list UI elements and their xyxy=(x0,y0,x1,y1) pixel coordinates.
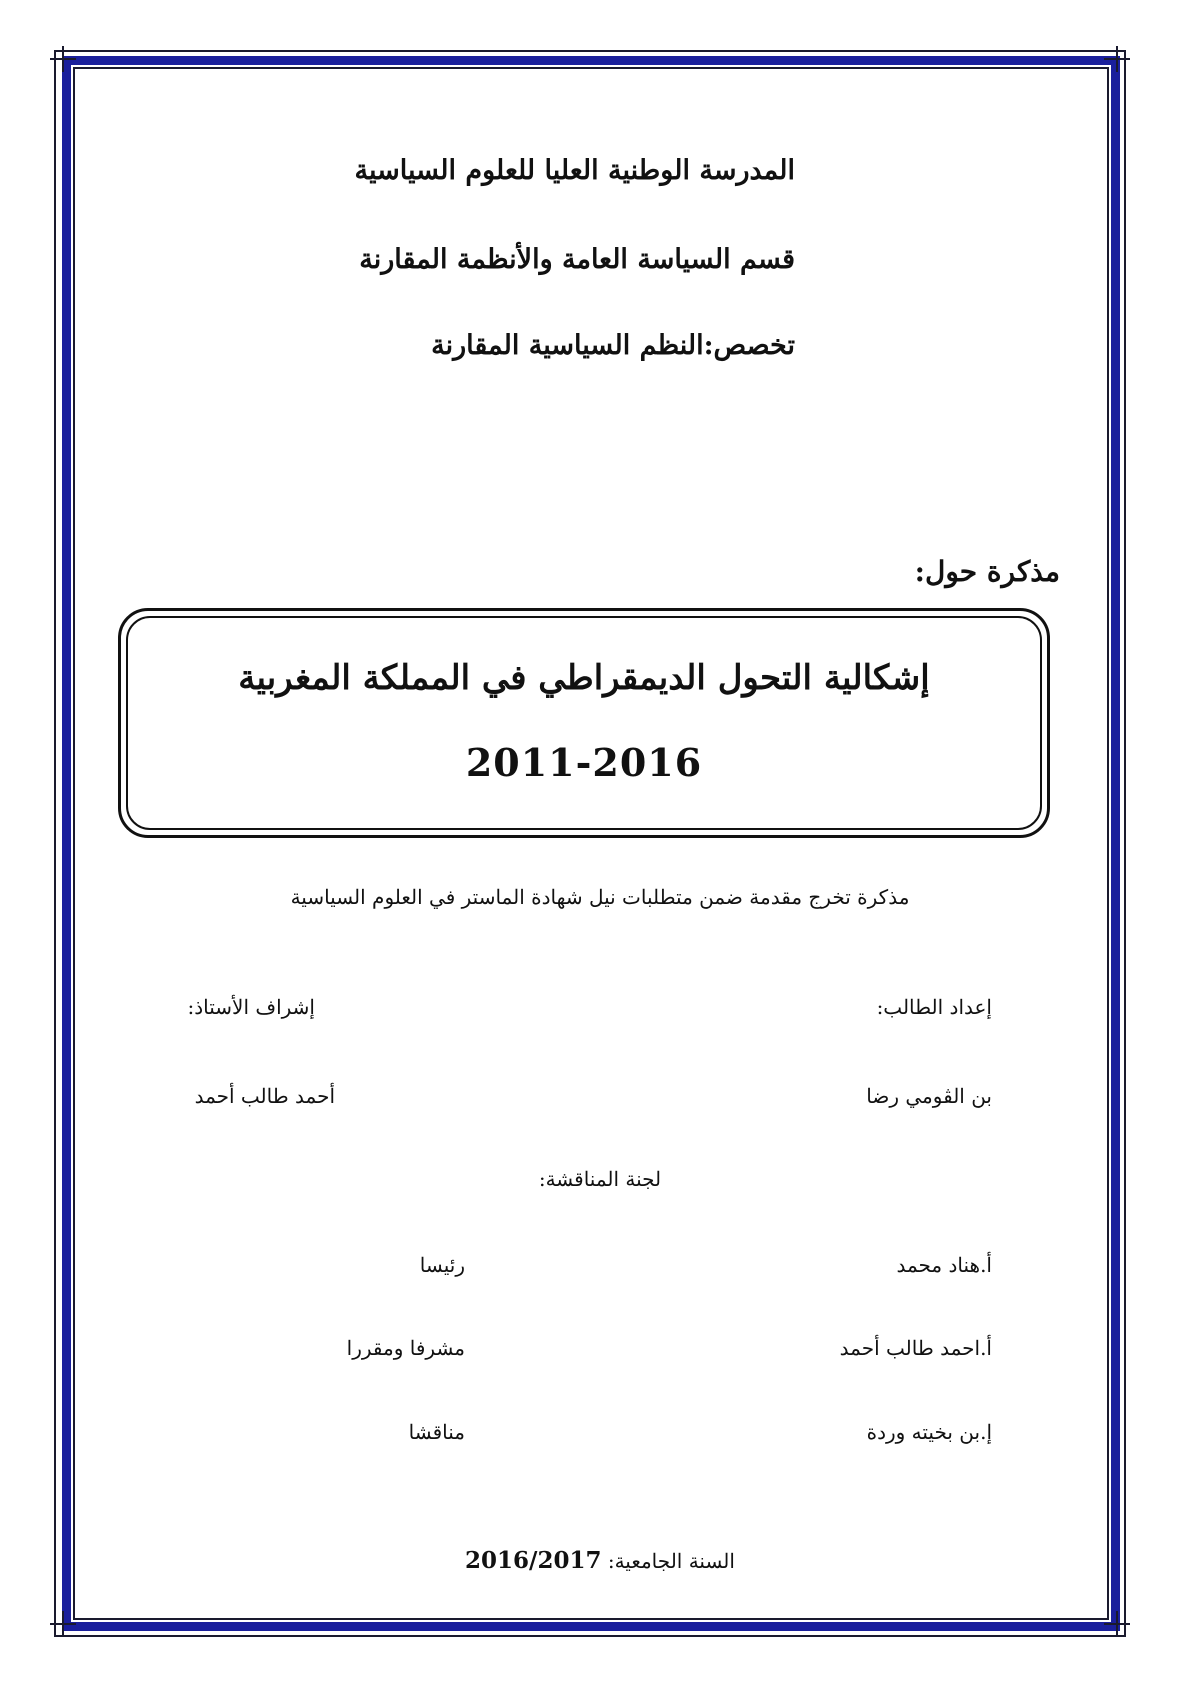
committee-member-role: مناقشا xyxy=(408,1420,465,1444)
supervisor-label: إشراف الأستاذ: xyxy=(187,995,315,1019)
school-name: المدرسة الوطنية العليا للعلوم السياسية xyxy=(354,155,795,186)
committee-member-name: إ.بن بخيته وردة xyxy=(866,1420,992,1444)
committee-member-role: رئيسا xyxy=(419,1253,465,1277)
thesis-title: إشكالية التحول الديمقراطي في المملكة المغربية xyxy=(238,658,930,698)
corner-ornament-bottom-right xyxy=(1104,1611,1130,1637)
page-border-inner xyxy=(73,67,1109,1620)
memo-about-label: مذكرة حول: xyxy=(914,555,1060,588)
corner-ornament-bottom-left xyxy=(50,1611,76,1637)
corner-ornament-top-right xyxy=(1104,46,1130,72)
supervisor-name: أحمد طالب أحمد xyxy=(194,1084,335,1108)
committee-label: لجنة المناقشة: xyxy=(538,1167,662,1191)
thesis-years: 2011-2016 xyxy=(465,740,703,785)
corner-ornament-top-left xyxy=(50,46,76,72)
academic-year-value: 2016/2017 xyxy=(465,1547,602,1574)
specialty-name: تخصص:النظم السياسية المقارنة xyxy=(431,330,795,361)
department-name: قسم السياسة العامة والأنظمة المقارنة xyxy=(359,244,795,275)
title-frame-inner xyxy=(126,616,1042,830)
committee-member-name: أ.احمد طالب أحمد xyxy=(839,1336,992,1360)
committee-member-role: مشرفا ومقررا xyxy=(346,1336,465,1360)
thesis-subtitle: مذكرة تخرج مقدمة ضمن متطلبات نيل شهادة الماستر في العلوم السياسية xyxy=(290,885,910,909)
student-label: إعداد الطالب: xyxy=(876,995,992,1019)
academic-year xyxy=(100,1547,1100,1574)
student-name: بن الڤومي رضا xyxy=(866,1084,992,1108)
academic-year-label: السنة الجامعية: xyxy=(607,1549,735,1573)
committee-member-name: أ.هناد محمد xyxy=(896,1253,992,1277)
